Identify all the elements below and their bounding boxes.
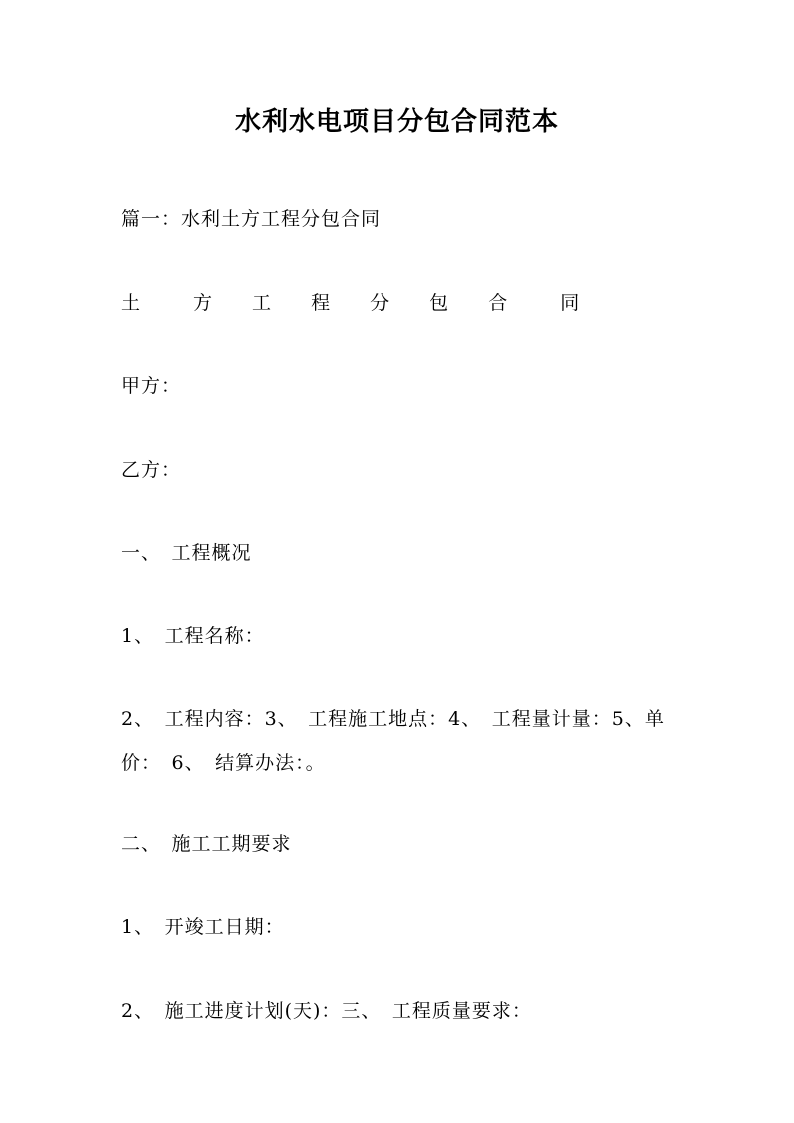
party-b-label: 乙方： bbox=[121, 459, 182, 481]
clause-project-details: 2、 工程内容：3、 工程施工地点：4、 工程量计量：5、单价： 6、 结算办法：。 bbox=[121, 708, 665, 774]
document-title: 水利水电项目分包合同范本 bbox=[234, 107, 559, 137]
section-heading-project-overview: 一、 工程概况 bbox=[121, 542, 252, 564]
clause-progress-plan: 2、 施工进度计划(天)：三、 工程质量要求： bbox=[121, 1000, 532, 1022]
clause-project-name: 1、 工程名称： bbox=[121, 625, 265, 647]
section-heading-schedule: 二、 施工工期要求 bbox=[121, 833, 292, 855]
section-heading-chapter-one: 篇一：水利土方工程分包合同 bbox=[121, 208, 382, 230]
contract-subtitle: 土 方 工 程 分 包 合 同 bbox=[121, 292, 597, 314]
clause-start-end-date: 1、 开竣工日期： bbox=[121, 916, 285, 938]
party-a-label: 甲方： bbox=[121, 375, 182, 397]
